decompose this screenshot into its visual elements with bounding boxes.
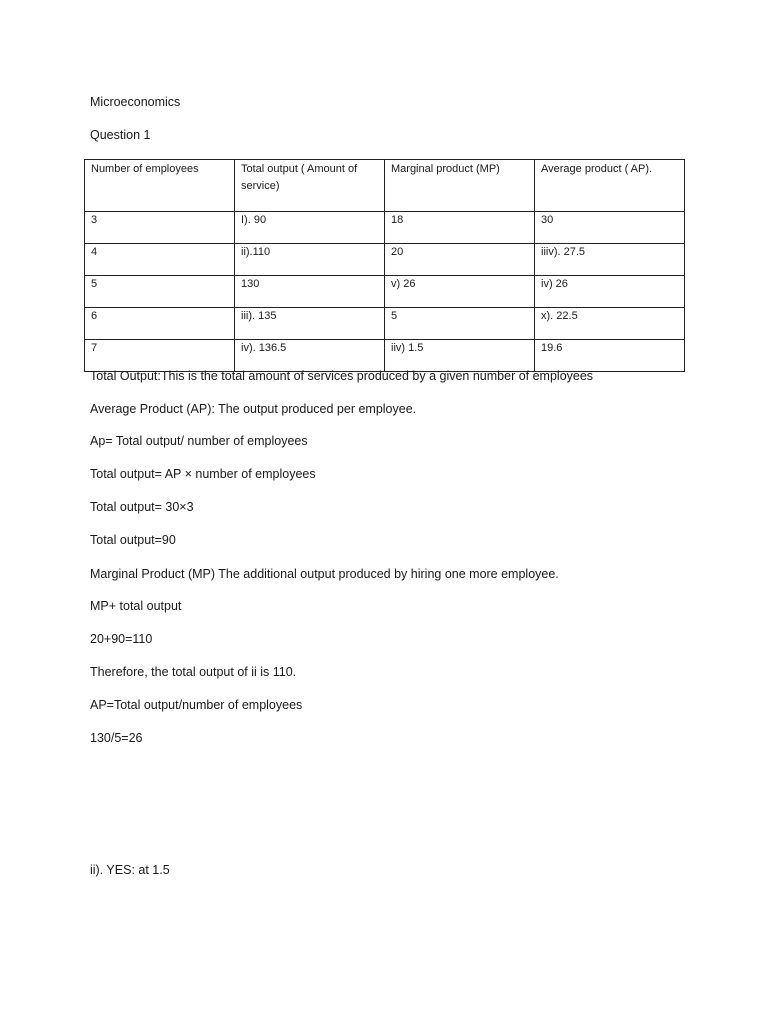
definition-total-output: Total Output:This is the total amount of services produced by a given number of employees bbox=[90, 369, 594, 383]
header-employees: Number of employees bbox=[85, 160, 235, 212]
table-cell: iv) 26 bbox=[535, 276, 685, 308]
ap-formula: AP=Total output/number of employees bbox=[90, 698, 303, 712]
table-cell: iiiv). 27.5 bbox=[535, 244, 685, 276]
header-marginal-product: Marginal product (MP) bbox=[385, 160, 535, 212]
calculation-result: Total output=90 bbox=[90, 533, 176, 547]
table-cell: 6 bbox=[85, 308, 235, 340]
table-cell: 3 bbox=[85, 212, 235, 244]
table-cell: 4 bbox=[85, 244, 235, 276]
table-cell: I). 90 bbox=[235, 212, 385, 244]
table-row bbox=[85, 244, 685, 276]
table-cell: x). 22.5 bbox=[535, 308, 685, 340]
table-cell: iiv) 1.5 bbox=[385, 340, 535, 372]
document-title: Microeconomics bbox=[90, 95, 181, 109]
header-total-output: Total output ( Amount of service) bbox=[235, 160, 385, 212]
table-cell: 20 bbox=[385, 244, 535, 276]
answer-line: ii). YES: at 1.5 bbox=[90, 863, 170, 877]
table-cell: ii).110 bbox=[235, 244, 385, 276]
table-cell: 7 bbox=[85, 340, 235, 372]
table-row bbox=[85, 212, 685, 244]
table-header-row bbox=[85, 160, 685, 212]
ap-formula: Ap= Total output/ number of employees bbox=[90, 434, 308, 448]
conclusion-line: Therefore, the total output of ii is 110. bbox=[90, 665, 297, 679]
table-cell: 18 bbox=[385, 212, 535, 244]
table-cell: 5 bbox=[85, 276, 235, 308]
table-row bbox=[85, 308, 685, 340]
calculation-line: 20+90=110 bbox=[90, 632, 153, 646]
table-cell: 30 bbox=[535, 212, 685, 244]
table-cell: iii). 135 bbox=[235, 308, 385, 340]
question-heading: Question 1 bbox=[90, 128, 151, 142]
definition-average-product: Average Product (AP): The output produced per employee. bbox=[90, 402, 417, 416]
table-row bbox=[85, 340, 685, 372]
definition-marginal-product: Marginal Product (MP) The additional output produced by hiring one more employee. bbox=[90, 567, 559, 581]
calculation-line: 130/5=26 bbox=[90, 731, 143, 745]
header-average-product: Average product ( AP). bbox=[535, 160, 685, 212]
mp-formula: MP+ total output bbox=[90, 599, 182, 613]
table-cell: iv). 136.5 bbox=[235, 340, 385, 372]
production-table bbox=[84, 159, 685, 372]
total-output-formula: Total output= AP × number of employees bbox=[90, 467, 316, 481]
table-cell: v) 26 bbox=[385, 276, 535, 308]
table-cell: 5 bbox=[385, 308, 535, 340]
table-cell: 19.6 bbox=[535, 340, 685, 372]
table-row bbox=[85, 276, 685, 308]
table-cell: 130 bbox=[235, 276, 385, 308]
calculation-line: Total output= 30×3 bbox=[90, 500, 194, 514]
